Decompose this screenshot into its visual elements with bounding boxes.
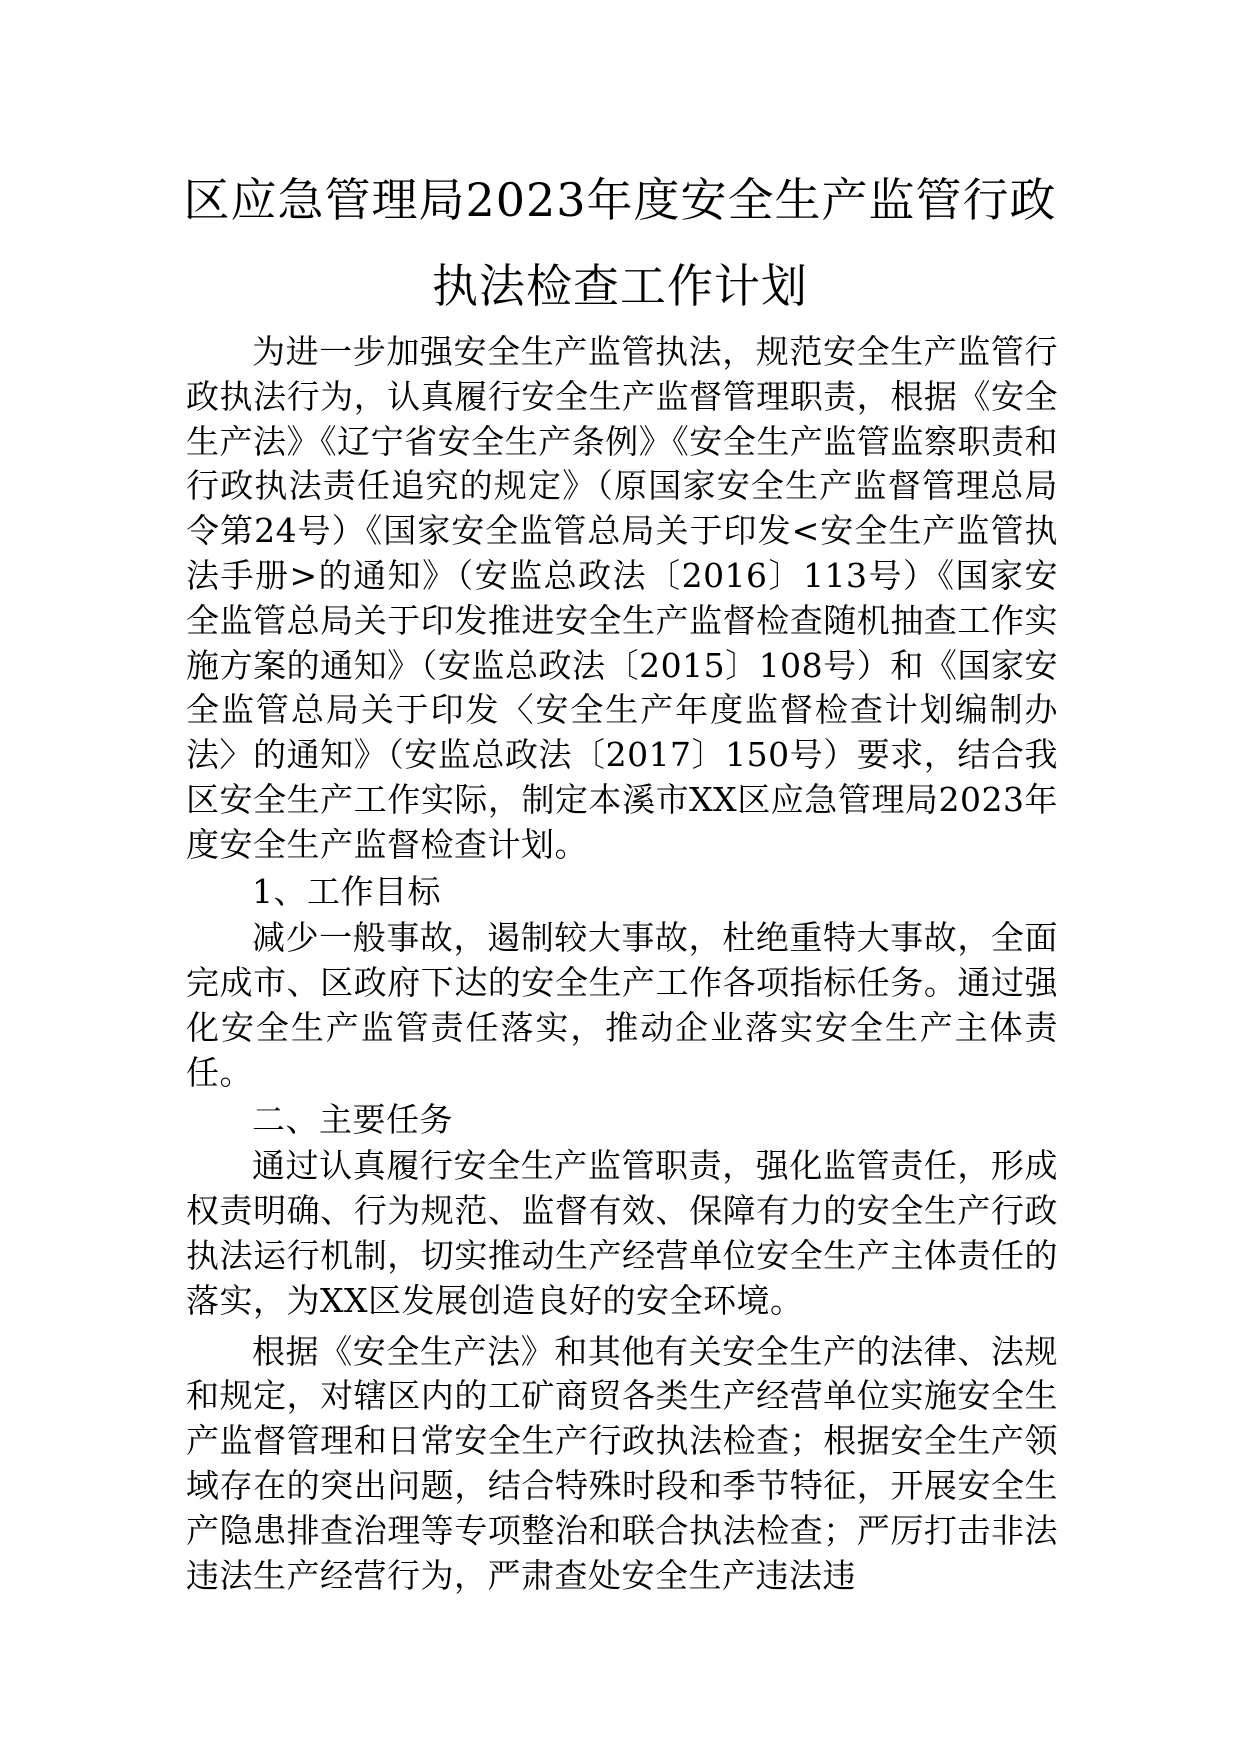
- paragraph-intro: 为进一步加强安全生产监管执法，规范安全生产监管行政执法行为，认真履行安全生产监督管理职责，根据《安全生产法》《辽宁省安全生产条例》《安全生产监管监察职责和行政执法责任追究的规定》（原国家安全生产监督管理总局令第24号）《国家安全监管总局关于印发<安全生产监管执法手册>的通知》（安监总政法〔2016〕113号）《国家安全监管总局关于印发推进安全生产监督检查随机抽查工作实施方案的通知》（安监总政法〔2015〕108号）和《国家安全监管总局关于印发〈安全生产年度监督检查计划编制办法〉的通知》（安监总政法〔2017〕150号）要求，结合我区安全生产工作实际，制定本溪市XX区应急管理局2023年度安全生产监督检查计划。: [186, 332, 1059, 864]
- document-body: [186, 330, 1058, 1598]
- document-title-line-2: 执法检查工作计划: [432, 259, 808, 313]
- heading-work-goal: 1、工作目标: [252, 871, 441, 911]
- paragraph-main-tasks: 通过认真履行安全生产监管职责，强化监管责任，形成权责明确、行为规范、监督有效、保障有力的安全生产行政执法运行机制，切实推动生产经营单位安全生产主体责任的落实，为XX区发展创造良好的安全环境。: [186, 1146, 1058, 1320]
- heading-main-tasks: 二、主要任务: [252, 1099, 453, 1139]
- paragraph-legal-basis: 根据《安全生产法》和其他有关安全生产的法律、法规和规定，对辖区内的工矿商贸各类生产经营单位实施安全生产监督管理和日常安全生产行政执法检查；根据安全生产领域存在的突出问题，结合特殊时段和季节特征，开展安全生产隐患排查治理等专项整治和联合执法检查；严厉打击非法违法生产经营行为，严肃查处安全生产违法违: [186, 1331, 1058, 1595]
- paragraph-work-goal: 减少一般事故，遏制较大事故，杜绝重特大事故，全面完成市、区政府下达的安全生产工作各项指标任务。通过强化安全生产监管责任落实，推动企业落实安全生产主体责任。: [186, 918, 1058, 1092]
- document-title-line-1: 区应急管理局2023年度安全生产监管行政: [183, 173, 1057, 227]
